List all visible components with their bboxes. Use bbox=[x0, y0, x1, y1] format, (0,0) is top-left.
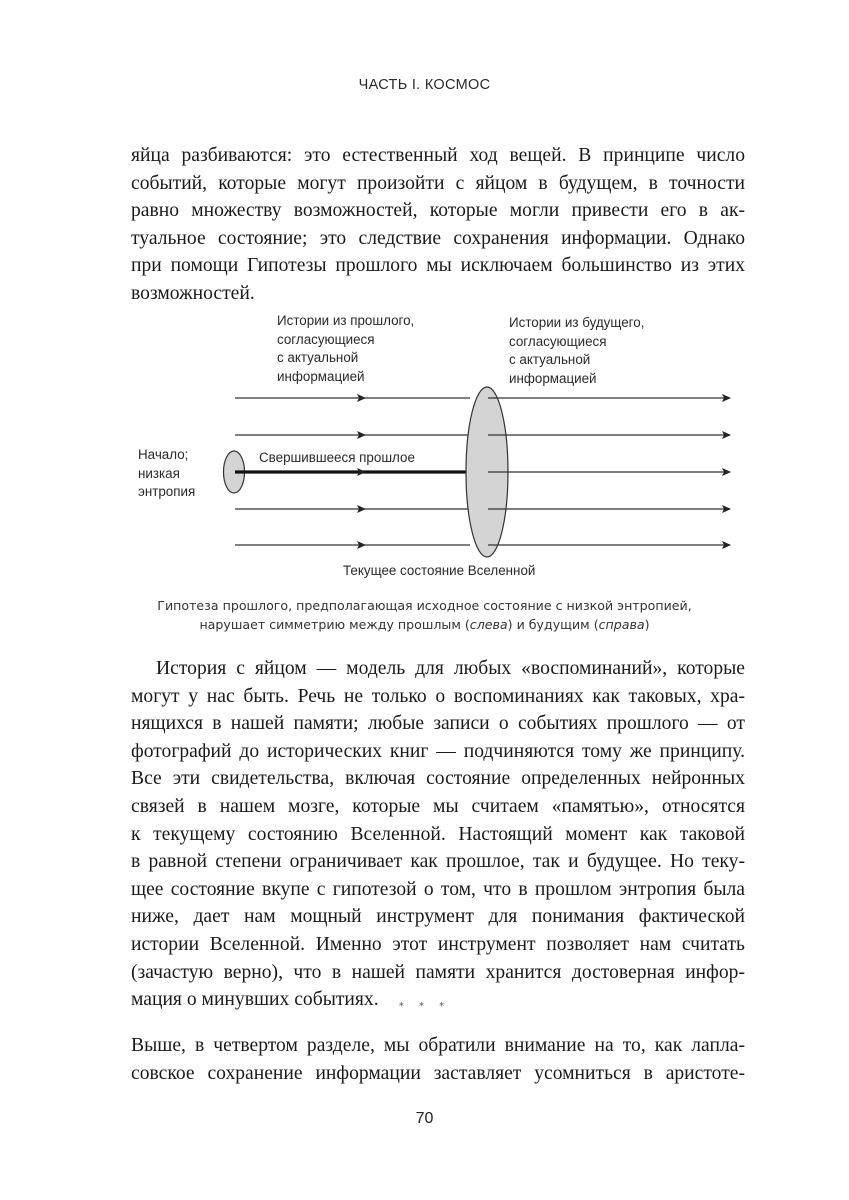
text-line: возможностей. bbox=[131, 282, 255, 304]
text-line: при помощи Гипотезы прошлого мы исключаем большинство из этих bbox=[131, 255, 745, 277]
accomplished-past-label: Свершившееся прошлое bbox=[259, 450, 415, 465]
running-head: ЧАСТЬ I. КОСМОС bbox=[358, 77, 491, 93]
figure-caption: Гипотеза прошлого, предполагающая исходное состояние с низкой энтропией, нарушает симметрию между прошлым (слева) и будущим (справа) bbox=[157, 598, 692, 632]
text-line: История с яйцом — модель для любых «воспоминаний», которые bbox=[156, 658, 745, 679]
text-line: щее состояние вкупе с гипотезой о том, что в прошлом энтропия была bbox=[131, 878, 745, 900]
text-line: нящихся в нашей памяти; любые записи о событиях прошлого — от bbox=[131, 713, 745, 735]
text-line: Все эти свидетельства, включая состояние определенных нейронных bbox=[131, 768, 745, 790]
future-history-lines bbox=[488, 398, 730, 545]
text-line: (зачастую верно), что в нашей памяти хранится достоверная инфор- bbox=[131, 961, 745, 983]
current-state-label: Текущее состояние Вселенной bbox=[343, 563, 536, 578]
text-line: туальное состояние; это следствие сохранения информации. Однако bbox=[131, 227, 745, 249]
text-line: могут у нас быть. Речь не только о воспоминаниях как таковых, хра- bbox=[131, 685, 745, 707]
paragraph-3 bbox=[131, 1032, 745, 1087]
section-break-asterism: * * * bbox=[398, 1001, 451, 1012]
past-histories-label: Истории из прошлого, согласующиеся с актуальной информацией bbox=[277, 313, 415, 384]
text-line: в равной степени ограничивает как прошлое, так и будущее. Но теку- bbox=[131, 851, 745, 873]
text-line: к текущему состоянию Вселенной. Настоящий момент как таковой bbox=[131, 823, 745, 845]
start-low-entropy-label: Начало; низкая энтропия bbox=[138, 447, 196, 499]
text-line: мация о минувших событиях. bbox=[131, 989, 379, 1011]
text-line: Выше, в четвертом разделе, мы обратили внимание на то, как лапла- bbox=[131, 1035, 745, 1056]
text-line: ниже, дает нам мощный инструмент для понимания фактической bbox=[131, 906, 745, 928]
text-line: связей в нашем мозге, которые мы считаем «памятью», относятся bbox=[131, 795, 745, 817]
text-line: истории Вселенной. Именно этот инструмент позволяет нам считать bbox=[131, 933, 745, 955]
page-number: 70 bbox=[415, 1110, 434, 1127]
past-hypothesis-figure bbox=[0, 300, 849, 590]
text-line: фотографий до исторических книг — подчиняются тому же принципу. bbox=[131, 740, 745, 762]
future-histories-label: Истории из будущего, согласующиеся с актуальной информацией bbox=[509, 315, 645, 386]
text-line: яйца разбиваются: это естественный ход вещей. В принципе число bbox=[131, 145, 745, 166]
paragraph-1 bbox=[131, 142, 745, 308]
text-line: событий, которые могут произойти с яйцом в будущем, в точности bbox=[131, 172, 745, 194]
text-line: равно множеству возможностей, которые могли привести его в ак- bbox=[131, 200, 745, 222]
paragraph-2 bbox=[131, 655, 745, 1014]
histories-diagram bbox=[0, 300, 849, 590]
text-line: совское сохранение информации заставляет усомниться в аристоте- bbox=[131, 1062, 745, 1084]
